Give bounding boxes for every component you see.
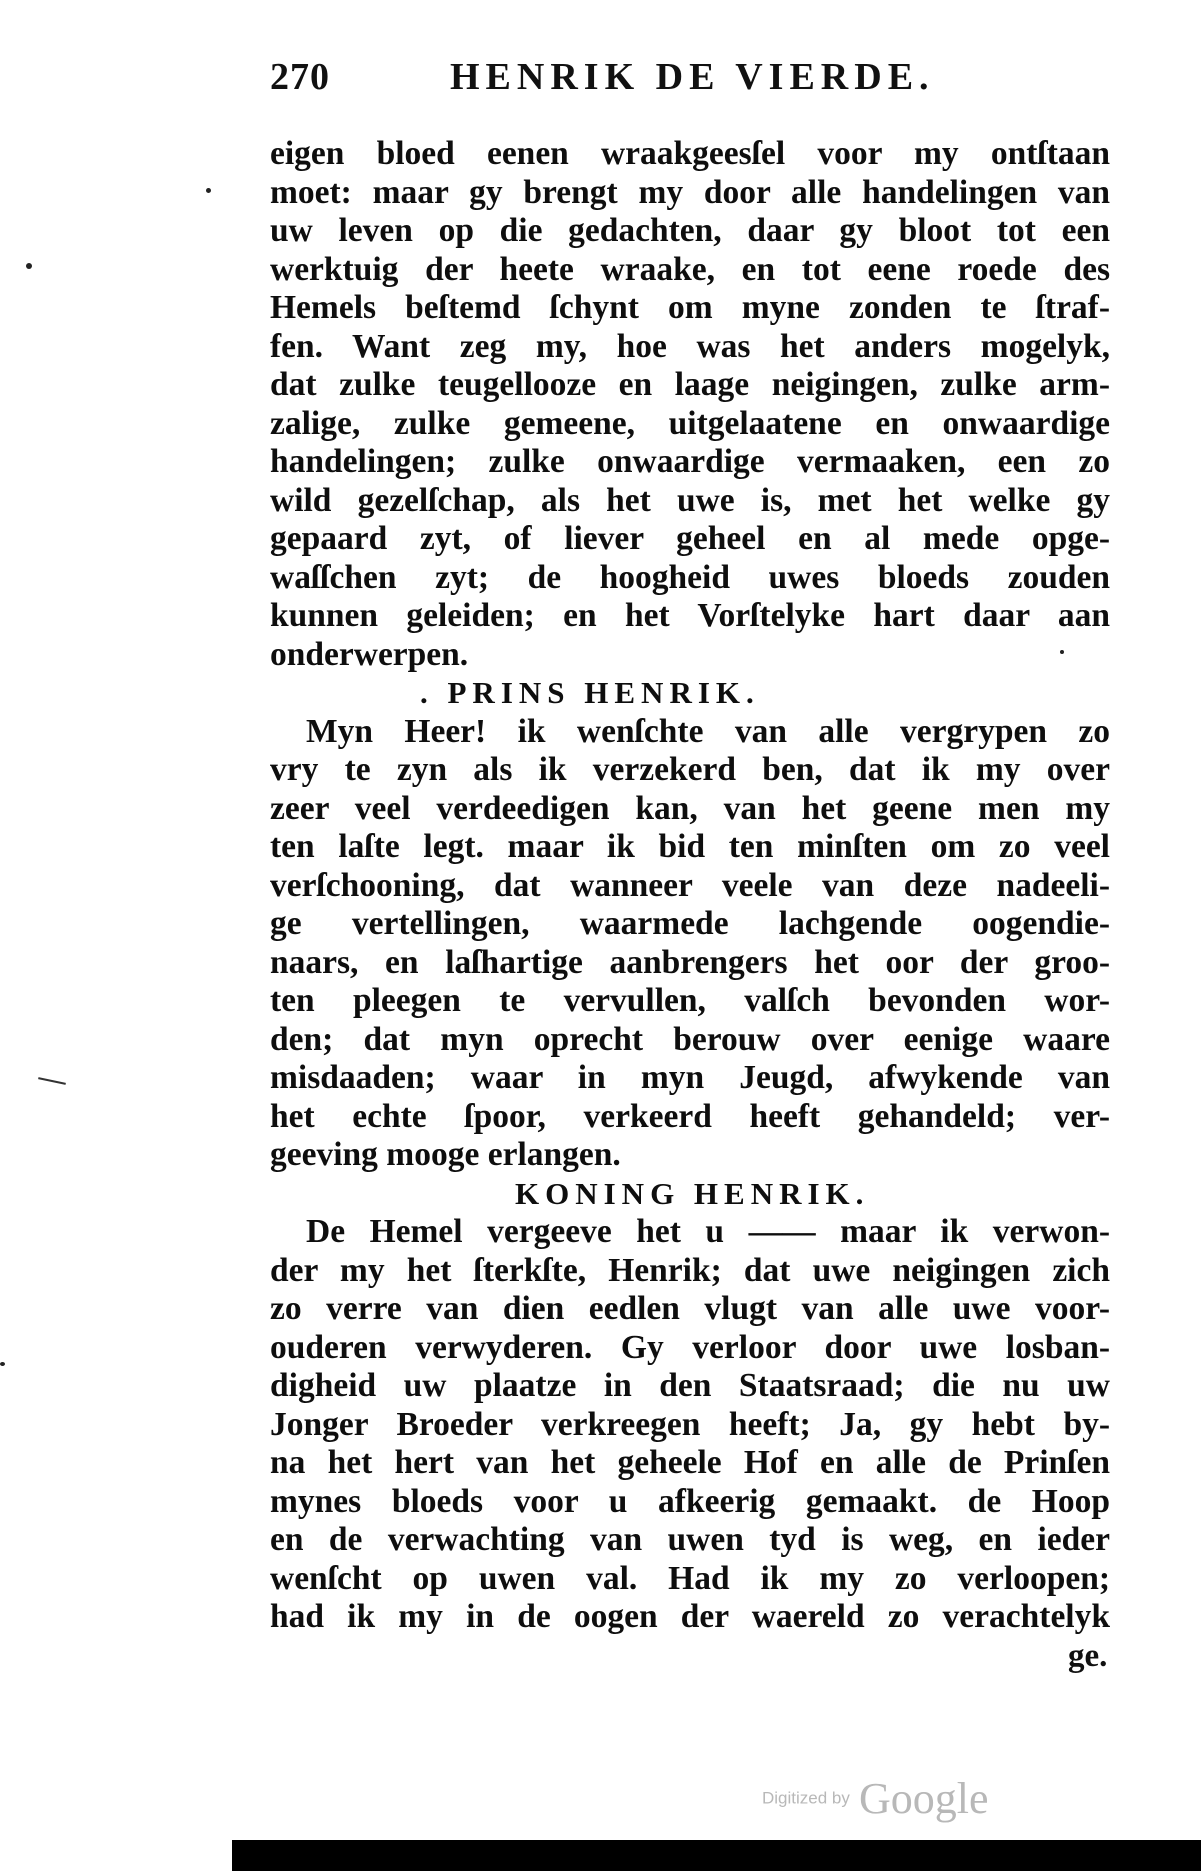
text-line: eigen bloed eenen wraakgeesſel voor my ontſtaan <box>270 135 1110 172</box>
text-line: zeer veel verdeedigen kan, van het geene men my <box>270 789 1110 827</box>
text-line: onderwerpen. <box>270 635 469 673</box>
text-line: Hemels beſtemd ſchynt om myne zonden te ſtraf- <box>270 289 1110 326</box>
text-line: ten pleegen te vervullen, valſch bevonden wor- <box>270 982 1110 1019</box>
text-line: had ik my in de oogen der waereld zo verachtelyk <box>270 1598 1110 1635</box>
text-line: en de verwachting van uwen tyd is weg, en ieder <box>270 1521 1110 1558</box>
text-line: het echte ſpoor, verkeerd heeft gehandeld; ver- <box>270 1097 1110 1135</box>
text-line: ten laſte legt. maar ik bid ten minſten om zo veel <box>270 828 1110 865</box>
text-line: misdaaden; waar in myn Jeugd, afwykende van <box>270 1059 1110 1096</box>
scan-mark <box>38 1077 66 1085</box>
text-line: fen. Want zeg my, hoe was het anders mogelyk, <box>270 327 1110 365</box>
body-text <box>270 135 1110 1637</box>
text-line: kunnen geleiden; en het Vorſtelyke hart daar aan <box>270 597 1110 634</box>
text-line: handelingen; zulke onwaardige vermaaken, een zo <box>270 443 1110 480</box>
text-line: naars, en laſhartige aanbrengers het oor der groo- <box>270 943 1110 981</box>
speaker-heading: KONING HENRIK. <box>515 1175 870 1211</box>
page-header <box>270 55 1130 105</box>
text-line: wild gezelſchap, als het uwe is, met het welke gy <box>270 481 1110 519</box>
text-line: Jonger Broeder verkreegen heeft; Ja, gy hebt by- <box>270 1405 1110 1443</box>
text-line: den; dat myn oprecht berouw over eenige waare <box>270 1020 1110 1058</box>
text-line: Myn Heer! ik wenſchte van alle vergrypen zo <box>306 712 1110 750</box>
scan-speck <box>1060 650 1064 654</box>
page-number: 270 <box>270 56 330 98</box>
text-line: geeving mooge erlangen. <box>270 1136 621 1173</box>
text-line: moet: maar gy brengt my door alle handelingen van <box>270 173 1110 211</box>
text-line: uw leven op die gedachten, daar gy bloot tot een <box>270 212 1110 249</box>
text-line: na het hert van het geheele Hof en alle de Prinſen <box>270 1444 1110 1481</box>
watermark-brand: Google <box>858 1774 989 1823</box>
scan-speck <box>206 188 211 193</box>
text-line: werktuig der heete wraake, en tot eene roede des <box>270 250 1110 288</box>
digitization-watermark <box>762 1773 989 1824</box>
text-line: waſſchen zyt; de hoogheid uwes bloeds zouden <box>270 558 1110 596</box>
scan-speck <box>0 1362 5 1366</box>
text-line: zo verre van dien eedlen vlugt van alle uwe voor- <box>270 1290 1110 1327</box>
scan-speck <box>26 263 32 269</box>
text-line: zalige, zulke gemeene, uitgelaatene en onwaardige <box>270 404 1110 442</box>
watermark-prefix: Digitized by <box>762 1788 850 1808</box>
scan-edge-bar <box>232 1840 1201 1871</box>
text-line: vry te zyn als ik verzekerd ben, dat ik my over <box>270 751 1110 788</box>
text-line: mynes bloeds voor u afkeerig gemaakt. de Hoop <box>270 1482 1110 1520</box>
catchword: ge. <box>1068 1638 1108 1674</box>
text-line: ge vertellingen, waarmede lachgende oogendie- <box>270 905 1110 942</box>
text-line: dat zulke teugellooze en laage neigingen, zulke arm- <box>270 366 1110 403</box>
text-line: verſchooning, dat wanneer veele van deze nadeeli- <box>270 866 1110 904</box>
text-line: De Hemel vergeeve het u —— maar ik verwon- <box>306 1213 1110 1250</box>
running-title: HENRIK DE VIERDE. <box>450 56 935 98</box>
text-line: ouderen verwyderen. Gy verloor door uwe losban- <box>270 1328 1110 1366</box>
text-line: der my het ſterkſte, Henrik; dat uwe neigingen zich <box>270 1251 1110 1289</box>
text-line: wenſcht op uwen val. Had ik my zo verloopen; <box>270 1559 1110 1597</box>
speaker-heading: . PRINS HENRIK. <box>420 675 760 710</box>
text-line: gepaard zyt, of liever geheel en al mede opge- <box>270 520 1110 557</box>
text-line: digheid uw plaatze in den Staatsraad; die nu uw <box>270 1367 1110 1404</box>
